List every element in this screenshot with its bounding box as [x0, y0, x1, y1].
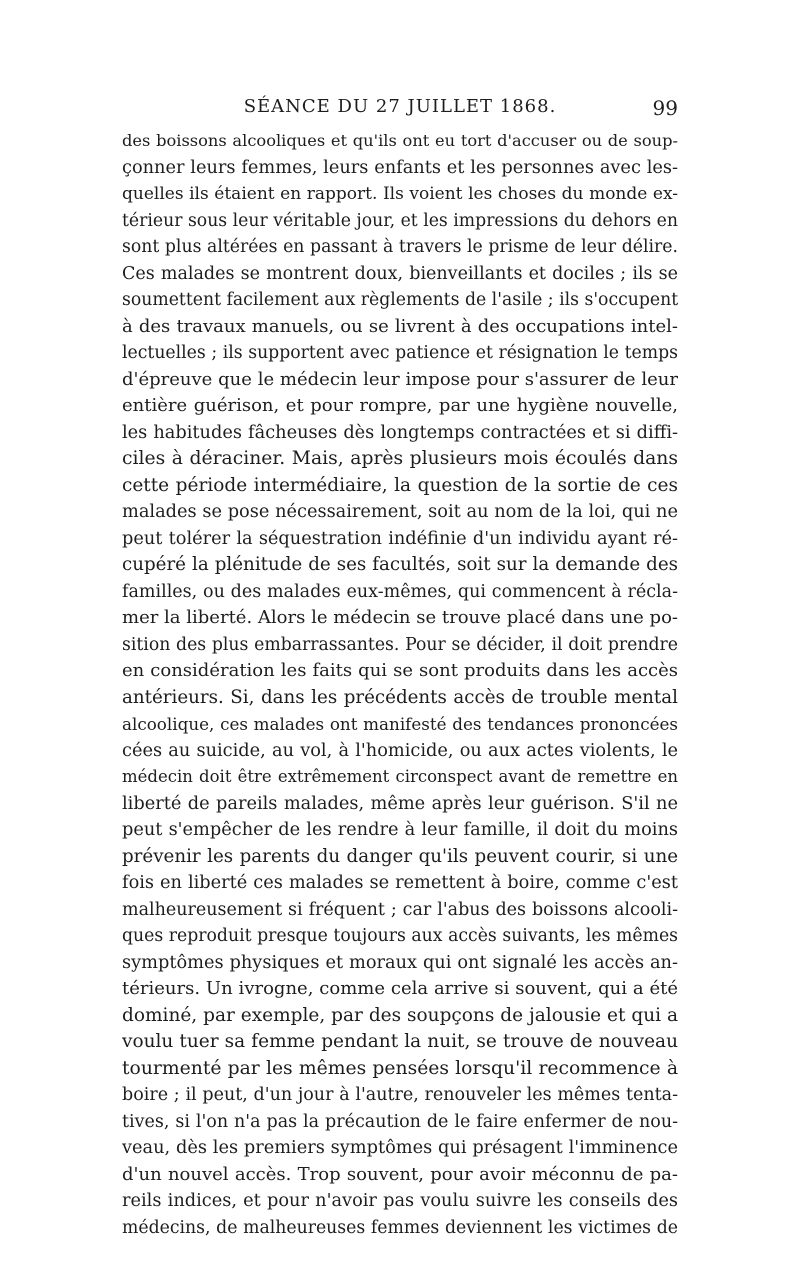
text-line: térieur sous leur véritable jour, et les impressions du dehors en	[122, 210, 678, 231]
text-line: cées au suicide, au vol, à l'homicide, ou aux actes violents, le	[122, 740, 678, 761]
text-line: reils indices, et pour n'avoir pas voulu suivre les conseils des	[122, 1191, 678, 1211]
text-line: lectuelles ; ils supportent avec patience et résignation le temps	[122, 343, 678, 363]
text-line: d'épreuve que le médecin leur impose pour s'assurer de leur	[122, 368, 678, 390]
text-line: à des travaux manuels, ou se livrent à des occupations intel-	[122, 315, 678, 337]
text-line: d'un nouvel accès. Trop souvent, pour avoir méconnu de pa-	[122, 1163, 678, 1185]
text-line: fois en liberté ces malades se remettent à boire, comme c'est	[122, 873, 678, 893]
text-line: médecins, de malheureuses femmes deviennent les victimes de	[122, 1217, 678, 1238]
text-line: boire ; il peut, d'un jour à l'autre, renouveler les mêmes tenta-	[122, 1085, 678, 1105]
text-line: Ces malades se montrent doux, bienveillants et dociles ; ils se	[122, 263, 678, 284]
text-line: malheureusement si fréquent ; car l'abus des boissons alcooli-	[122, 899, 678, 920]
text-line: tourmenté par les mêmes pensées lorsqu'il recommence à	[122, 1057, 678, 1079]
text-line: mer la liberté. Alors le médecin se trouve placé dans une po-	[122, 607, 678, 628]
text-line: sition des plus embarrassantes. Pour se décider, il doit prendre	[122, 634, 678, 655]
text-line: alcoolique, ces malades ont manifesté des tendances prononcées	[122, 714, 678, 734]
text-line: térieurs. Un ivrogne, comme cela arrive si souvent, qui a été	[122, 978, 678, 999]
text-line: dominé, par exemple, par des soupçons de jalousie et qui a	[122, 1004, 678, 1026]
text-line: voulu tuer sa femme pendant la nuit, se trouve de nouveau	[122, 1031, 678, 1052]
text-line: quelles ils étaient en rapport. Ils voient les choses du monde ex-	[122, 184, 678, 204]
text-line: les habitudes fâcheuses dès longtemps contractées et si diffi-	[122, 422, 678, 443]
text-line: tives, si l'on n'a pas la précaution de le faire enfermer de nou-	[122, 1111, 678, 1132]
text-line: veau, dès les premiers symptômes qui présagent l'imminence	[122, 1138, 678, 1158]
text-line: ciles à déraciner. Mais, après plusieurs mois écoulés dans	[122, 448, 678, 469]
page-number: 99	[652, 96, 678, 120]
running-title: SÉANCE DU 27 JUILLET 1868.	[243, 96, 557, 117]
text-line: sont plus altérées en passant à travers le prisme de leur délire.	[122, 237, 678, 257]
text-line: prévenir les parents du danger qu'ils peuvent courir, si une	[122, 845, 678, 867]
text-line: peut tolérer la séquestration indéfinie d'un individu ayant ré-	[122, 528, 678, 549]
text-line: malades se pose nécessairement, soit au nom de la loi, qui ne	[122, 502, 678, 522]
text-line: çonner leurs femmes, leurs enfants et les personnes avec les-	[122, 157, 678, 178]
text-line: familles, ou des malades eux-mêmes, qui commencent à récla-	[122, 581, 678, 602]
text-line: antérieurs. Si, dans les précédents accès de trouble mental	[122, 686, 678, 708]
running-head	[122, 96, 678, 124]
text-line: symptômes physiques et moraux qui ont signalé les accès an-	[122, 952, 678, 973]
text-line: cette période intermédiaire, la question de la sortie de ces	[122, 474, 678, 496]
text-line: ques reproduit presque toujours aux accès suivants, les mêmes	[122, 926, 678, 946]
text-line: liberté de pareils malades, même après leur guérison. S'il ne	[122, 793, 678, 814]
text-line: en considération les faits qui se sont produits dans les accès	[122, 660, 678, 681]
text-line: des boissons alcooliques et qu'ils ont eu tort d'accuser ou de soup-	[122, 131, 678, 150]
text-line: cupéré la plénitude de ses facultés, soit sur la demande des	[122, 554, 678, 575]
text-line: soumettent facilement aux règlements de l'asile ; ils s'occupent	[122, 290, 678, 310]
body-text	[122, 128, 678, 1241]
text-line: entière guérison, et pour rompre, par une hygiène nouvelle,	[122, 395, 678, 416]
text-line: peut s'empêcher de les rendre à leur famille, il doit du moins	[122, 820, 678, 840]
text-line: médecin doit être extrêmement circonspect avant de remettre en	[122, 767, 678, 786]
